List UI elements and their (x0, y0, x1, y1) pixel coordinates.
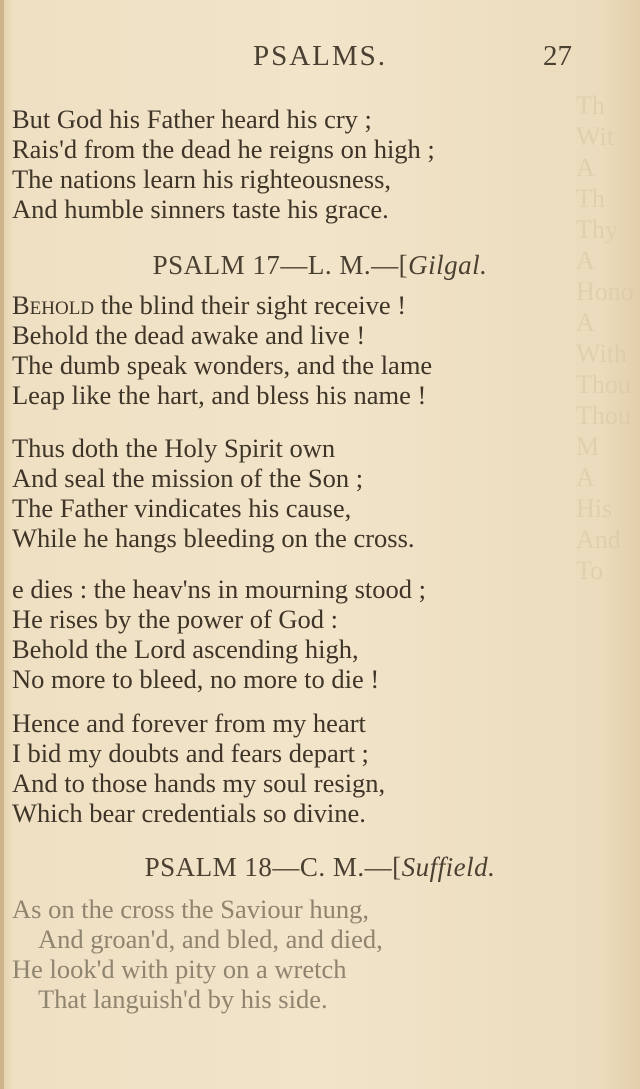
verse-line: Thus doth the Holy Spirit own (12, 433, 336, 463)
verse-line: But God his Father heard his cry ; (12, 104, 372, 134)
verse-line-rest: the blind their sight receive ! (94, 290, 407, 320)
verse-line: Which bear credentials so divine. (12, 798, 366, 828)
verse-line: As on the cross the Saviour hung, (12, 894, 369, 924)
verse-line: While he hangs bleeding on the cross. (12, 523, 415, 553)
verse-line: The Father vindicates his cause, (12, 493, 352, 523)
verse-line: And humble sinners taste his grace. (12, 194, 389, 224)
running-header: PSALMS. (252, 40, 388, 72)
psalm-heading (0, 250, 640, 281)
verse-line: Behold the dead awake and live ! (12, 320, 366, 350)
verse-line: Behold the Lord ascending high, (12, 634, 359, 664)
verse-line: I bid my doubts and fears depart ; (12, 738, 369, 768)
verse-line: Leap like the hart, and bless his name ! (12, 380, 427, 410)
verse-line: He rises by the power of God : (12, 604, 339, 634)
psalm-heading-text: PSALM 18—C. M.—[ (144, 852, 402, 882)
verse-line: He look'd with pity on a wretch (12, 954, 347, 984)
verse-line: That languish'd by his side. (38, 984, 328, 1014)
verse-line: Rais'd from the dead he reigns on high ; (12, 134, 435, 164)
psalm-heading (0, 852, 640, 883)
bleed-through-text: Th Wit A Th Thy A Hono A With Thou Thou M A His And To (576, 91, 634, 585)
verse-line: Hence and forever from my heart (12, 708, 366, 738)
tune-name: Gilgal. (408, 250, 488, 280)
verse-line: No more to bleed, no more to die ! (12, 664, 380, 694)
page-number: 27 (543, 40, 572, 72)
psalm-heading-text: PSALM 17—L. M.—[ (152, 250, 409, 280)
tune-name: Suffield. (401, 852, 496, 882)
verse-line: The dumb speak wonders, and the lame (12, 350, 433, 380)
first-word: Behold (12, 290, 95, 320)
verse-line: And seal the mission of the Son ; (12, 463, 364, 493)
verse-line: And to those hands my soul resign, (12, 768, 386, 798)
verse-line: And groan'd, and bled, and died, (38, 924, 383, 954)
verse-line: e dies : the heav'ns in mourning stood ; (12, 574, 426, 604)
verse-line: The nations learn his righteousness, (12, 164, 392, 194)
verse-line (12, 290, 406, 320)
